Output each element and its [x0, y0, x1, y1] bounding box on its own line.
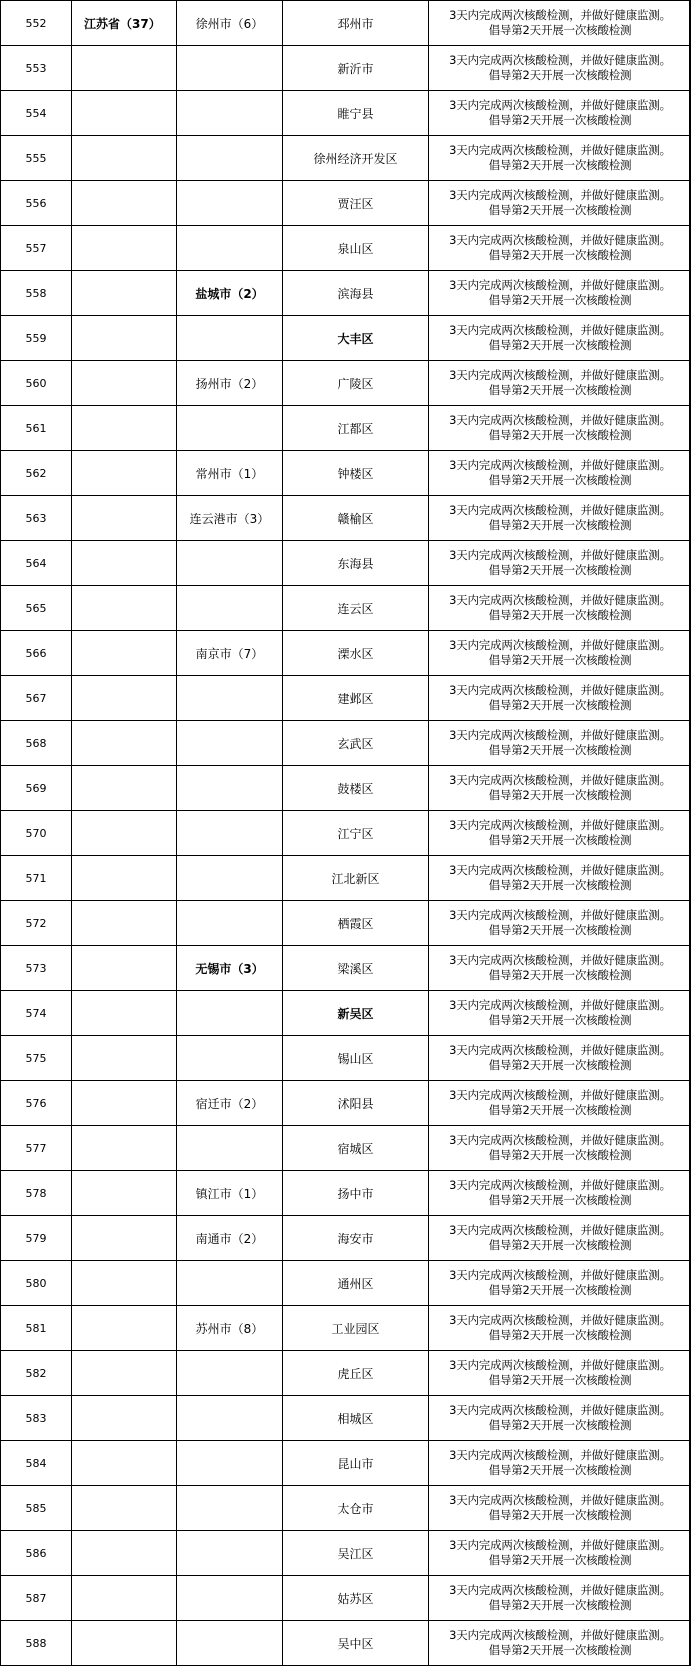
district-cell: 通州区: [283, 1261, 429, 1306]
city-cell: [177, 1576, 283, 1621]
measure-line-1: 3天内完成两次核酸检测，并做好健康监测。: [449, 53, 671, 67]
city-cell: [177, 181, 283, 226]
row-number-cell: 587: [1, 1576, 72, 1621]
district-cell: 虎丘区: [283, 1351, 429, 1396]
measure-line-1: 3天内完成两次核酸检测，并做好健康监测。: [449, 638, 671, 652]
measure-line-1: 3天内完成两次核酸检测，并做好健康监测。: [449, 1313, 671, 1327]
province-cell: [72, 856, 177, 901]
district-cell: 工业园区: [283, 1306, 429, 1351]
row-number-cell: 566: [1, 631, 72, 676]
measure-line-2: 倡导第2天开展一次核酸检测: [488, 1148, 632, 1162]
measure-line-2: 倡导第2天开展一次核酸检测: [488, 1013, 632, 1027]
measure-line-1: 3天内完成两次核酸检测，并做好健康监测。: [449, 953, 671, 967]
measure-line-2: 倡导第2天开展一次核酸检测: [488, 23, 632, 37]
control-measure-cell: [429, 1441, 691, 1486]
measure-line-2: 倡导第2天开展一次核酸检测: [488, 923, 632, 937]
control-measure-cell: [429, 316, 691, 361]
table-row: [1, 46, 691, 91]
row-number-cell: 552: [1, 1, 72, 46]
measure-line-2: 倡导第2天开展一次核酸检测: [488, 788, 632, 802]
table-row: [1, 1216, 691, 1261]
measure-line-1: 3天内完成两次核酸检测，并做好健康监测。: [449, 863, 671, 877]
control-measure-cell: [429, 91, 691, 136]
district-cell: 新吴区: [283, 991, 429, 1036]
city-cell: 盐城市（2）: [177, 271, 283, 316]
control-measure-cell: [429, 901, 691, 946]
city-cell: [177, 91, 283, 136]
table-row: [1, 1351, 691, 1396]
row-number-cell: 588: [1, 1621, 72, 1666]
city-cell: [177, 406, 283, 451]
control-measure-cell: [429, 1216, 691, 1261]
province-cell: [72, 991, 177, 1036]
control-measure-cell: [429, 991, 691, 1036]
row-number-cell: 584: [1, 1441, 72, 1486]
measure-line-1: 3天内完成两次核酸检测，并做好健康监测。: [449, 1088, 671, 1102]
measure-line-1: 3天内完成两次核酸检测，并做好健康监测。: [449, 1448, 671, 1462]
control-measure-cell: [429, 271, 691, 316]
measure-line-1: 3天内完成两次核酸检测，并做好健康监测。: [449, 1223, 671, 1237]
control-measure-cell: [429, 721, 691, 766]
table-row: [1, 766, 691, 811]
province-cell: [72, 1486, 177, 1531]
province-cell: [72, 946, 177, 991]
measure-line-2: 倡导第2天开展一次核酸检测: [488, 1598, 632, 1612]
table-row: [1, 1531, 691, 1576]
row-number-cell: 563: [1, 496, 72, 541]
control-measure-cell: [429, 1486, 691, 1531]
table-row: [1, 1306, 691, 1351]
city-cell: 徐州市（6）: [177, 1, 283, 46]
measure-line-1: 3天内完成两次核酸检测，并做好健康监测。: [449, 503, 671, 517]
measure-line-2: 倡导第2天开展一次核酸检测: [488, 473, 632, 487]
district-cell: 扬中市: [283, 1171, 429, 1216]
province-cell: 江苏省（37）: [72, 1, 177, 46]
city-cell: [177, 856, 283, 901]
table-row: [1, 406, 691, 451]
province-cell: [72, 1081, 177, 1126]
table-row: [1, 1486, 691, 1531]
table-row: [1, 1261, 691, 1306]
row-number-cell: 559: [1, 316, 72, 361]
measure-line-1: 3天内完成两次核酸检测，并做好健康监测。: [449, 1628, 671, 1642]
measure-line-2: 倡导第2天开展一次核酸检测: [488, 1508, 632, 1522]
province-cell: [72, 901, 177, 946]
province-cell: [72, 1531, 177, 1576]
district-cell: 钟楼区: [283, 451, 429, 496]
district-cell: 昆山市: [283, 1441, 429, 1486]
table-row: [1, 316, 691, 361]
control-measure-cell: [429, 1261, 691, 1306]
measure-line-2: 倡导第2天开展一次核酸检测: [488, 1418, 632, 1432]
measure-line-2: 倡导第2天开展一次核酸检测: [488, 338, 632, 352]
row-number-cell: 571: [1, 856, 72, 901]
measure-line-1: 3天内完成两次核酸检测，并做好健康监测。: [449, 1403, 671, 1417]
city-cell: [177, 1036, 283, 1081]
city-cell: [177, 1261, 283, 1306]
city-cell: [177, 1486, 283, 1531]
table-row: [1, 721, 691, 766]
district-cell: 吴中区: [283, 1621, 429, 1666]
district-cell: 江北新区: [283, 856, 429, 901]
control-measure-cell: [429, 676, 691, 721]
control-measure-cell: [429, 586, 691, 631]
district-cell: 滨海县: [283, 271, 429, 316]
measure-line-1: 3天内完成两次核酸检测，并做好健康监测。: [449, 728, 671, 742]
district-cell: 睢宁县: [283, 91, 429, 136]
row-number-cell: 579: [1, 1216, 72, 1261]
measure-line-1: 3天内完成两次核酸检测，并做好健康监测。: [449, 593, 671, 607]
province-cell: [72, 46, 177, 91]
measure-line-2: 倡导第2天开展一次核酸检测: [488, 698, 632, 712]
province-cell: [72, 1036, 177, 1081]
row-number-cell: 564: [1, 541, 72, 586]
table-row: [1, 991, 691, 1036]
measure-line-1: 3天内完成两次核酸检测，并做好健康监测。: [449, 143, 671, 157]
district-cell: 锡山区: [283, 1036, 429, 1081]
row-number-cell: 556: [1, 181, 72, 226]
measure-line-2: 倡导第2天开展一次核酸检测: [488, 1553, 632, 1567]
city-cell: [177, 991, 283, 1036]
measure-line-1: 3天内完成两次核酸检测，并做好健康监测。: [449, 1133, 671, 1147]
city-cell: 无锡市（3）: [177, 946, 283, 991]
table-row: [1, 136, 691, 181]
province-cell: [72, 496, 177, 541]
city-cell: [177, 541, 283, 586]
table-row: [1, 676, 691, 721]
control-measure-cell: [429, 406, 691, 451]
control-measure-cell: [429, 46, 691, 91]
district-cell: 吴江区: [283, 1531, 429, 1576]
control-measure-cell: [429, 1576, 691, 1621]
row-number-cell: 558: [1, 271, 72, 316]
control-measure-cell: [429, 451, 691, 496]
row-number-cell: 582: [1, 1351, 72, 1396]
district-cell: 广陵区: [283, 361, 429, 406]
measure-line-2: 倡导第2天开展一次核酸检测: [488, 248, 632, 262]
district-cell: 太仓市: [283, 1486, 429, 1531]
district-cell: 沭阳县: [283, 1081, 429, 1126]
district-cell: 江宁区: [283, 811, 429, 856]
measure-line-1: 3天内完成两次核酸检测，并做好健康监测。: [449, 818, 671, 832]
measure-line-2: 倡导第2天开展一次核酸检测: [488, 563, 632, 577]
province-cell: [72, 226, 177, 271]
measure-line-2: 倡导第2天开展一次核酸检测: [488, 428, 632, 442]
measure-line-1: 3天内完成两次核酸检测，并做好健康监测。: [449, 413, 671, 427]
control-measure-cell: [429, 181, 691, 226]
row-number-cell: 565: [1, 586, 72, 631]
measure-line-1: 3天内完成两次核酸检测，并做好健康监测。: [449, 8, 671, 22]
measure-line-1: 3天内完成两次核酸检测，并做好健康监测。: [449, 908, 671, 922]
district-cell: 贾汪区: [283, 181, 429, 226]
row-number-cell: 575: [1, 1036, 72, 1081]
measure-line-2: 倡导第2天开展一次核酸检测: [488, 608, 632, 622]
city-cell: [177, 316, 283, 361]
measure-line-1: 3天内完成两次核酸检测，并做好健康监测。: [449, 998, 671, 1012]
city-cell: 宿迁市（2）: [177, 1081, 283, 1126]
control-measure-cell: [429, 811, 691, 856]
measure-line-2: 倡导第2天开展一次核酸检测: [488, 1643, 632, 1657]
city-cell: [177, 136, 283, 181]
measure-line-2: 倡导第2天开展一次核酸检测: [488, 518, 632, 532]
control-measure-cell: [429, 136, 691, 181]
measure-line-1: 3天内完成两次核酸检测，并做好健康监测。: [449, 233, 671, 247]
district-cell: 大丰区: [283, 316, 429, 361]
province-cell: [72, 1306, 177, 1351]
table-row: [1, 586, 691, 631]
measure-line-2: 倡导第2天开展一次核酸检测: [488, 293, 632, 307]
control-measure-cell: [429, 1036, 691, 1081]
table-body: [1, 1, 691, 1666]
city-cell: 南通市（2）: [177, 1216, 283, 1261]
province-cell: [72, 1261, 177, 1306]
row-number-cell: 580: [1, 1261, 72, 1306]
province-cell: [72, 1576, 177, 1621]
row-number-cell: 572: [1, 901, 72, 946]
measure-line-2: 倡导第2天开展一次核酸检测: [488, 968, 632, 982]
province-cell: [72, 181, 177, 226]
city-cell: [177, 676, 283, 721]
row-number-cell: 586: [1, 1531, 72, 1576]
measure-line-2: 倡导第2天开展一次核酸检测: [488, 1463, 632, 1477]
control-measure-cell: [429, 1, 691, 46]
row-number-cell: 560: [1, 361, 72, 406]
measure-line-2: 倡导第2天开展一次核酸检测: [488, 1373, 632, 1387]
city-cell: [177, 1126, 283, 1171]
measure-line-2: 倡导第2天开展一次核酸检测: [488, 383, 632, 397]
province-cell: [72, 316, 177, 361]
row-number-cell: 569: [1, 766, 72, 811]
table-row: [1, 451, 691, 496]
table-row: [1, 181, 691, 226]
row-number-cell: 570: [1, 811, 72, 856]
province-cell: [72, 1396, 177, 1441]
measure-line-2: 倡导第2天开展一次核酸检测: [488, 878, 632, 892]
measure-line-1: 3天内完成两次核酸检测，并做好健康监测。: [449, 1358, 671, 1372]
city-cell: 镇江市（1）: [177, 1171, 283, 1216]
province-cell: [72, 766, 177, 811]
measure-line-1: 3天内完成两次核酸检测，并做好健康监测。: [449, 1178, 671, 1192]
control-measure-cell: [429, 226, 691, 271]
province-cell: [72, 631, 177, 676]
row-number-cell: 578: [1, 1171, 72, 1216]
measure-line-2: 倡导第2天开展一次核酸检测: [488, 158, 632, 172]
district-cell: 相城区: [283, 1396, 429, 1441]
measure-line-1: 3天内完成两次核酸检测，并做好健康监测。: [449, 323, 671, 337]
measure-line-1: 3天内完成两次核酸检测，并做好健康监测。: [449, 683, 671, 697]
city-cell: 连云港市（3）: [177, 496, 283, 541]
row-number-cell: 562: [1, 451, 72, 496]
district-cell: 梁溪区: [283, 946, 429, 991]
control-measure-cell: [429, 1306, 691, 1351]
row-number-cell: 574: [1, 991, 72, 1036]
province-cell: [72, 406, 177, 451]
control-measure-cell: [429, 766, 691, 811]
table-row: [1, 1126, 691, 1171]
district-cell: 江都区: [283, 406, 429, 451]
row-number-cell: 577: [1, 1126, 72, 1171]
row-number-cell: 576: [1, 1081, 72, 1126]
table-row: [1, 631, 691, 676]
district-cell: 海安市: [283, 1216, 429, 1261]
row-number-cell: 573: [1, 946, 72, 991]
province-cell: [72, 1126, 177, 1171]
control-measure-cell: [429, 1126, 691, 1171]
control-measure-cell: [429, 946, 691, 991]
row-number-cell: 585: [1, 1486, 72, 1531]
table-row: [1, 901, 691, 946]
city-cell: [177, 1621, 283, 1666]
city-cell: [177, 46, 283, 91]
table-row: [1, 1036, 691, 1081]
measure-line-1: 3天内完成两次核酸检测，并做好健康监测。: [449, 773, 671, 787]
city-cell: 南京市（7）: [177, 631, 283, 676]
row-number-cell: 568: [1, 721, 72, 766]
district-cell: 邳州市: [283, 1, 429, 46]
row-number-cell: 553: [1, 46, 72, 91]
table-row: [1, 91, 691, 136]
district-cell: 宿城区: [283, 1126, 429, 1171]
table-row: [1, 1, 691, 46]
control-measure-cell: [429, 1621, 691, 1666]
control-measure-cell: [429, 1081, 691, 1126]
province-cell: [72, 1441, 177, 1486]
control-measure-cell: [429, 1396, 691, 1441]
table-row: [1, 1576, 691, 1621]
province-cell: [72, 676, 177, 721]
measure-line-1: 3天内完成两次核酸检测，并做好健康监测。: [449, 278, 671, 292]
district-cell: 徐州经济开发区: [283, 136, 429, 181]
measure-line-1: 3天内完成两次核酸检测，并做好健康监测。: [449, 1538, 671, 1552]
table-row: [1, 541, 691, 586]
province-cell: [72, 91, 177, 136]
table-row: [1, 1171, 691, 1216]
table-row: [1, 856, 691, 901]
measure-line-2: 倡导第2天开展一次核酸检测: [488, 1193, 632, 1207]
table-row: [1, 811, 691, 856]
district-cell: 连云区: [283, 586, 429, 631]
province-cell: [72, 361, 177, 406]
province-cell: [72, 271, 177, 316]
control-measure-cell: [429, 361, 691, 406]
measure-line-1: 3天内完成两次核酸检测，并做好健康监测。: [449, 368, 671, 382]
city-cell: [177, 1441, 283, 1486]
measure-line-1: 3天内完成两次核酸检测，并做好健康监测。: [449, 1268, 671, 1282]
city-cell: [177, 811, 283, 856]
measure-line-2: 倡导第2天开展一次核酸检测: [488, 1328, 632, 1342]
measure-line-2: 倡导第2天开展一次核酸检测: [488, 1283, 632, 1297]
measure-line-2: 倡导第2天开展一次核酸检测: [488, 113, 632, 127]
province-cell: [72, 721, 177, 766]
table-row: [1, 1621, 691, 1666]
measure-line-1: 3天内完成两次核酸检测，并做好健康监测。: [449, 1043, 671, 1057]
measure-line-2: 倡导第2天开展一次核酸检测: [488, 68, 632, 82]
control-measure-cell: [429, 1171, 691, 1216]
measure-line-2: 倡导第2天开展一次核酸检测: [488, 653, 632, 667]
district-cell: 栖霞区: [283, 901, 429, 946]
district-cell: 玄武区: [283, 721, 429, 766]
measure-line-1: 3天内完成两次核酸检测，并做好健康监测。: [449, 548, 671, 562]
measure-line-2: 倡导第2天开展一次核酸检测: [488, 203, 632, 217]
province-cell: [72, 136, 177, 181]
table-row: [1, 361, 691, 406]
table-row: [1, 226, 691, 271]
city-cell: 常州市（1）: [177, 451, 283, 496]
district-cell: 鼓楼区: [283, 766, 429, 811]
measure-line-2: 倡导第2天开展一次核酸检测: [488, 743, 632, 757]
control-measure-cell: [429, 856, 691, 901]
province-cell: [72, 541, 177, 586]
city-cell: [177, 1396, 283, 1441]
city-cell: [177, 721, 283, 766]
province-cell: [72, 1351, 177, 1396]
row-number-cell: 554: [1, 91, 72, 136]
province-cell: [72, 811, 177, 856]
row-number-cell: 557: [1, 226, 72, 271]
district-cell: 建邺区: [283, 676, 429, 721]
row-number-cell: 555: [1, 136, 72, 181]
province-cell: [72, 1171, 177, 1216]
table-row: [1, 1081, 691, 1126]
row-number-cell: 561: [1, 406, 72, 451]
row-number-cell: 583: [1, 1396, 72, 1441]
city-cell: [177, 226, 283, 271]
measure-line-2: 倡导第2天开展一次核酸检测: [488, 833, 632, 847]
city-cell: 苏州市（8）: [177, 1306, 283, 1351]
table-row: [1, 946, 691, 991]
province-cell: [72, 451, 177, 496]
city-cell: 扬州市（2）: [177, 361, 283, 406]
measure-line-1: 3天内完成两次核酸检测，并做好健康监测。: [449, 1583, 671, 1597]
control-measure-cell: [429, 496, 691, 541]
control-measure-cell: [429, 541, 691, 586]
row-number-cell: 567: [1, 676, 72, 721]
measure-line-1: 3天内完成两次核酸检测，并做好健康监测。: [449, 458, 671, 472]
table-row: [1, 496, 691, 541]
control-measure-cell: [429, 1351, 691, 1396]
district-cell: 赣榆区: [283, 496, 429, 541]
province-cell: [72, 1621, 177, 1666]
city-cell: [177, 901, 283, 946]
table-row: [1, 271, 691, 316]
table-row: [1, 1396, 691, 1441]
district-cell: 东海县: [283, 541, 429, 586]
measure-line-2: 倡导第2天开展一次核酸检测: [488, 1238, 632, 1252]
row-number-cell: 581: [1, 1306, 72, 1351]
measure-line-1: 3天内完成两次核酸检测，并做好健康监测。: [449, 188, 671, 202]
district-cell: 溧水区: [283, 631, 429, 676]
province-cell: [72, 1216, 177, 1261]
measure-line-1: 3天内完成两次核酸检测，并做好健康监测。: [449, 98, 671, 112]
city-cell: [177, 1351, 283, 1396]
city-cell: [177, 1531, 283, 1576]
table-row: [1, 1441, 691, 1486]
district-cell: 泉山区: [283, 226, 429, 271]
city-cell: [177, 766, 283, 811]
control-measure-cell: [429, 631, 691, 676]
measure-line-2: 倡导第2天开展一次核酸检测: [488, 1103, 632, 1117]
control-measure-cell: [429, 1531, 691, 1576]
measure-line-1: 3天内完成两次核酸检测，并做好健康监测。: [449, 1493, 671, 1507]
province-cell: [72, 586, 177, 631]
district-cell: 新沂市: [283, 46, 429, 91]
district-cell: 姑苏区: [283, 1576, 429, 1621]
measure-line-2: 倡导第2天开展一次核酸检测: [488, 1058, 632, 1072]
city-cell: [177, 586, 283, 631]
